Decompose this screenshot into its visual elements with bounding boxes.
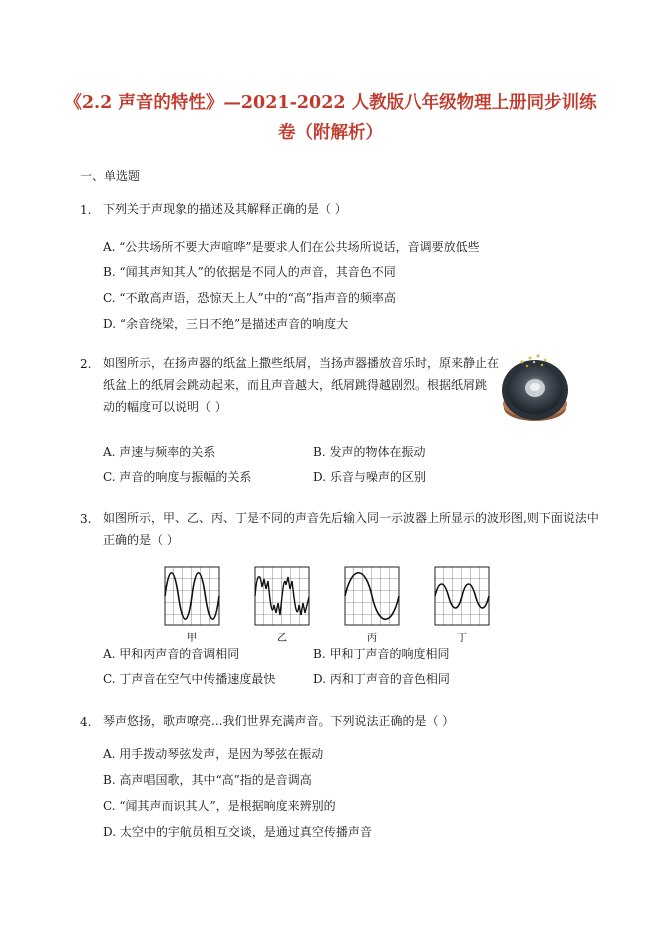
question-1-option-d: D. “余音绕梁，三日不绝”是描述声音的响度大 — [103, 317, 349, 331]
waveform-jia — [165, 567, 219, 625]
question-2-option-c: C. 声音的响度与振幅的关系 — [103, 470, 252, 484]
question-4-text: 琴声悠扬，歌声嘹亮...我们世界充满声音。下列说法正确的是（ ） — [103, 714, 455, 728]
question-1-number: 1. — [80, 203, 92, 217]
question-4-option-d: D. 太空中的宇航员相互交谈，是通过真空传播声音 — [103, 825, 372, 839]
question-3-option-d: D. 丙和丁声音的音色相同 — [313, 672, 450, 686]
question-4-number: 4. — [80, 715, 92, 729]
question-2-option-a: A. 声速与频率的关系 — [103, 445, 216, 459]
oscilloscope-waveforms-figure — [160, 563, 500, 645]
section-heading: 一、单选题 — [80, 169, 141, 183]
question-3-option-c: C. 丁声音在空气中传播速度最快 — [103, 672, 276, 686]
question-2-option-d: D. 乐音与噪声的区别 — [313, 470, 426, 484]
question-4-option-a: A. 用手拨动琴弦发声，是因为琴弦在振动 — [103, 747, 324, 761]
question-2-line-2: 纸盆上的纸屑会跳动起来，而且声音越大，纸屑跳得越剧烈。根据纸屑跳 — [103, 378, 488, 392]
question-3-line-1: 如图所示，甲、乙、丙、丁是不同的声音先后输入同一示波器上所显示的波形图,则下面说法中 — [103, 511, 599, 525]
question-1-text: 下列关于声现象的描述及其解释正确的是（ ） — [103, 202, 347, 216]
title-line-2: 卷（附解析） — [278, 123, 383, 143]
waveform-bing — [345, 567, 399, 625]
question-2-line-3: 动的幅度可以说明（ ） — [103, 400, 227, 414]
question-3-text — [103, 507, 599, 551]
question-2-text — [103, 352, 499, 418]
question-1-option-b: B. “闻其声知其人”的依据是不同人的声音，其音色不同 — [103, 265, 396, 279]
question-4-option-b: B. 高声唱国歌，其中“高”指的是音调高 — [103, 773, 312, 787]
question-1-option-c: C. “不敢高声语，恐惊天上人”中的“高”指声音的频率高 — [103, 291, 396, 305]
wave-label-jia: 甲 — [187, 633, 197, 644]
waveform-ding — [435, 567, 489, 625]
document-title — [60, 88, 601, 148]
question-2-line-1: 如图所示，在扬声器的纸盆上撒些纸屑，当扬声器播放音乐时，原来静止在 — [103, 356, 500, 370]
wave-label-ding: 丁 — [457, 633, 467, 644]
question-2-number: 2. — [80, 357, 92, 371]
question-2-option-b: B. 发声的物体在振动 — [313, 445, 426, 459]
question-3-option-b: B. 甲和丁声音的响度相同 — [313, 647, 450, 661]
question-3-line-2: 正确的是（ ） — [103, 533, 179, 547]
loudspeaker-image — [500, 352, 570, 428]
question-3-option-a: A. 甲和丙声音的音调相同 — [103, 647, 240, 661]
waveform-yi — [255, 567, 309, 625]
question-1-option-a: A. “公共场所不要大声喧哗”是要求人们在公共场所说话，音调要放低些 — [103, 240, 480, 254]
question-4-option-c: C. “闻其声而识其人”，是根据响度来辨别的 — [103, 799, 336, 813]
wave-label-bing: 丙 — [367, 633, 377, 644]
wave-label-yi: 乙 — [277, 633, 287, 644]
title-line-1: 《2.2 声音的特性》—2021-2022 人教版八年级物理上册同步训练 — [64, 93, 597, 113]
question-3-number: 3. — [80, 512, 92, 526]
